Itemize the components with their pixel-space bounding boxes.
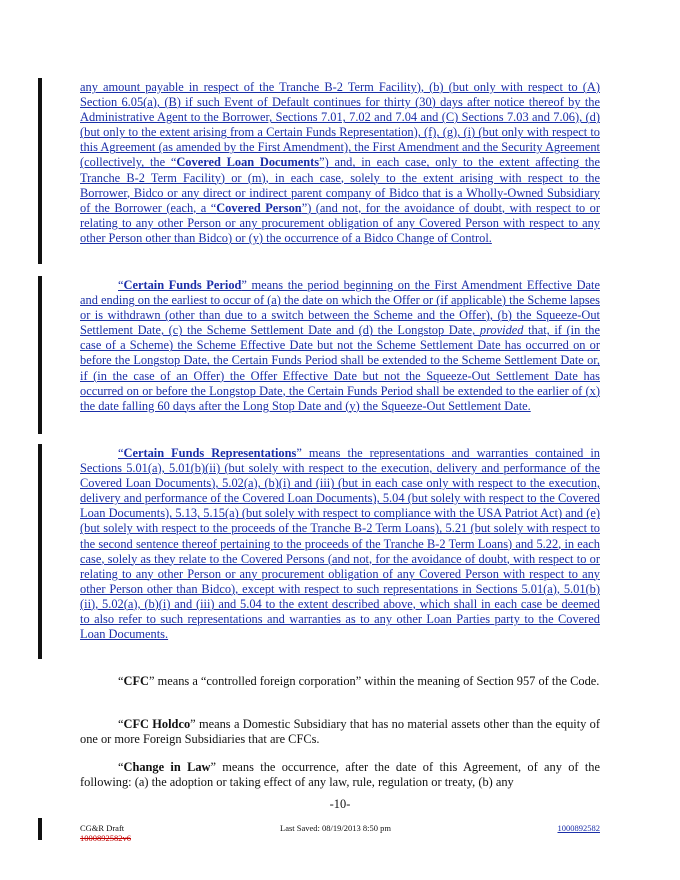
defined-term: Certain Funds Representations <box>123 446 297 460</box>
defined-term: CFC <box>123 674 149 688</box>
paragraph-cfc: “CFC” means a “controlled foreign corporation” within the meaning of Section 957 of the Code. <box>118 674 600 688</box>
body-text: that, if (in the case of a Scheme) the Scheme Effective Date but not the Scheme Settlement Date has occurred on or before the Longstop Date, the Certain Funds Period shall be extended to the Scheme Settlement Date or, if (in the case of an Offer) the Offer Effective Date but not the Squeeze-Out Settlement Date has occurred on or before the Longstop Date, the Certain Funds Period shall be extended to the earlier of (x) the date falling 60 days after the Long Stop Date and (y) the Squeeze-Out Settlement Date. <box>80 323 600 413</box>
defined-term: CFC Holdco <box>123 717 191 731</box>
change-bar <box>38 78 42 264</box>
defined-term: Certain Funds Period <box>123 278 242 292</box>
body-text: ” means the period beginning on the First Amendment Effective Date and ending on the earliest to occur of (a) the date on which the Offer or (if applicable) the Scheme lapses or is withdrawn (other than due to a switch between the Scheme and the Offer), (b) the Squeeze-Out Settlement Date, (c) the Scheme Settlement Date and (d) the Longstop Date, <box>80 278 600 338</box>
body-text: any amount payable in respect of the Tranche B-2 Term Facility), (b) (but only with respect to (A) Section 6.05(a), (B) if such Event of Default continues for thirty (30) days after notice thereof by the Administrative Agent to the Borrower, Sections 7.01, 7.02 and 7.04 and (C) Sections 7.03 and 7.06), (d) (but only to the extent arising from a Certain Funds Representation), (f), (g), (i) (but only with respect to this Agreement (as amended by the First Amendment), the First Amendment and the Security Agreement (collectively, the “ <box>80 80 600 170</box>
paragraph-change-in-law: “Change in Law” means the occurrence, after the date of this Agreement, of any of the following: (a) the adoption or taking effect of any law, rule, regulation or treaty, (b) any <box>80 760 600 790</box>
footer-left <box>80 823 131 843</box>
body-text: ”) (and not, for the avoidance of doubt, with respect to or relating to any other Person or any procurement obligation of any Covered Person with respect to any other Person other than Bidco) or (y) the occurrence of a Bidco Change of Control. <box>80 200 600 245</box>
body-text: ” means a “controlled foreign corporation” within the meaning of Section 957 of the Code. <box>148 674 600 688</box>
change-bar <box>38 444 42 659</box>
deleted-doc-id: 1000892582v6 <box>80 833 131 843</box>
paragraph-certain-funds-representations: “Certain Funds Representations” means the representations and warranties contained in Sections 5.01(a), 5.01(b)(ii) (but solely with respect to the execution, delivery and performance of the Covered Loan Documents), 5.02(a), (b)(i) and (iii) (but in each case only with respect to the execution, delivery and performance of the Covered Loan Documents), 5.04 (but solely with respect to the Covered Loan Documents), 5.13, 5.15(a) (but solely with respect to compliance with the USA Patriot Act) and (e) (but solely with respect to the proceeds of the Tranche B-2 Term Loans), 5.21 (but solely with respect to the second sentence thereof pertaining to the proceeds of the Tranche B-2 Term Loans) and 5.22, in each case, solely as they relate to the Covered Persons (and not, for the avoidance of doubt, with respect to or relating to any other Person or any procurement obligation of any Covered Person with respect to any other Person other than Bidco), except with respect to such representations in Sections 5.01(a), 5.01(b)(ii), 5.02(a), (b)(i) and (iii) and 5.04 to the extent described above, which shall in each case be deemed to also refer to such representations and warranties as to any other Loan Parties party to the Covered Loan Documents. <box>80 446 600 642</box>
page-number: -10- <box>329 797 351 811</box>
draft-label: CG&R Draft <box>80 823 125 833</box>
change-bar <box>38 276 42 434</box>
last-saved: Last Saved: 08/19/2013 8:50 pm <box>280 823 391 833</box>
change-bar <box>38 818 42 840</box>
doc-id: 1000892582 <box>557 823 600 833</box>
body-text: ” means the occurrence, after the date of this Agreement, of any of the following: (a) the adoption or taking effect of any law, rule, regulation or treaty, (b) any <box>80 760 600 790</box>
body-text: ” means the representations and warranties contained in Sections 5.01(a), 5.01(b)(ii) (but solely with respect to the execution, delivery and performance of the Covered Loan Documents), 5.02(a), (b)(i) and (iii) (but in each case only with respect to the execution, delivery and performance of the Covered Loan Documents), 5.04 (but solely with respect to the Covered Loan Documents), 5.13, 5.15(a) (but solely with respect to compliance with the USA Patriot Act) and (e) (but solely with respect to the proceeds of the Tranche B-2 Term Loans), 5.21 (but solely with respect to the second sentence thereof pertaining to the proceeds of the Tranche B-2 Term Loans) and 5.22, in each case, solely as they relate to the Covered Persons (and not, for the avoidance of doubt, with respect to or relating to any other Person or any procurement obligation of any Covered Person with respect to any other Person other than Bidco), except with respect to such representations in Sections 5.01(a), 5.01(b)(ii), 5.02(a), (b)(i) and (iii) and 5.04 to the extent described above, which shall in each case be deemed to also refer to such representations and warranties as to any other Loan Parties party to the Covered Loan Documents. <box>80 446 600 642</box>
body-text: ”) and, in each case, only to the extent affecting the Tranche B-2 Term Facility) or (m), in each case, solely to the extent arising with respect to the Borrower, Bidco or any direct or indirect parent company of Bidco that is a Wholly-Owned Subsidiary of the Borrower (each, a “ <box>80 155 600 215</box>
emphasis-text: provided <box>479 323 524 338</box>
defined-term: Covered Person <box>216 200 302 215</box>
defined-term: Change in Law <box>123 760 211 774</box>
defined-term: Covered Loan Documents <box>176 155 320 170</box>
paragraph-covered-loan-documents <box>80 80 600 246</box>
paragraph-certain-funds-period: “Certain Funds Period” means the period beginning on the First Amendment Effective Date and ending on the earliest to occur of (a) the date on which the Offer or (if applicable) the Scheme lapses or is withdrawn (other than due to a switch between the Scheme and the Offer), (b) the Squeeze-Out Settlement Date, (c) the Scheme Settlement Date and (d) the Longstop Date, provided that, if (in the case of a Scheme) the Scheme Effective Date but not the Scheme Settlement Date has occurred on or before the Longstop Date, the Certain Funds Period shall be extended to the Scheme Settlement Date or, if (in the case of an Offer) the Offer Effective Date but not the Squeeze-Out Settlement Date has occurred on or before the Longstop Date, the Certain Funds Period shall be extended to the earlier of (x) the date falling 60 days after the Long Stop Date and (y) the Squeeze-Out Settlement Date. <box>80 278 600 413</box>
paragraph-cfc-holdco: “CFC Holdco” means a Domestic Subsidiary that has no material assets other than the equity of one or more Foreign Subsidiaries that are CFCs. <box>80 717 600 747</box>
body-text: ” means a Domestic Subsidiary that has no material assets other than the equity of one or more Foreign Subsidiaries that are CFCs. <box>80 717 600 747</box>
